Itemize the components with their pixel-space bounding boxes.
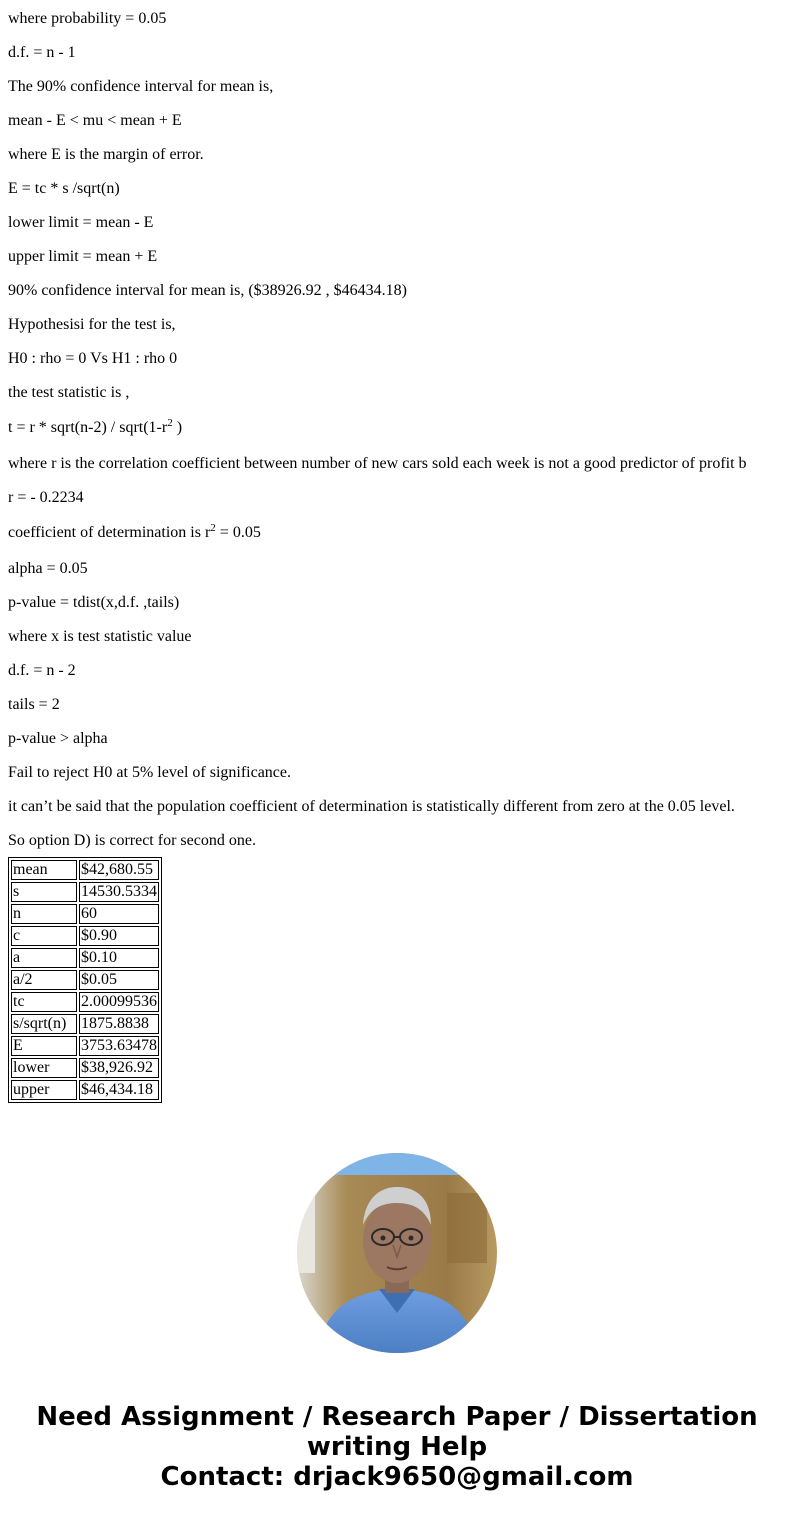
table-row bbox=[11, 970, 159, 990]
table-key: s bbox=[11, 882, 77, 902]
table-row bbox=[11, 882, 159, 902]
determination-text: coefficient of determination is r bbox=[8, 524, 211, 541]
text-line: the test statistic is , bbox=[8, 384, 130, 401]
text-line: tails = 2 bbox=[8, 696, 60, 713]
text-line: d.f. = n - 2 bbox=[8, 662, 76, 679]
text-line: upper limit = mean + E bbox=[8, 248, 158, 265]
text-line: alpha = 0.05 bbox=[8, 560, 88, 577]
text-line: E = tc * s /sqrt(n) bbox=[8, 180, 120, 197]
table-value: $0.10 bbox=[79, 948, 159, 968]
text-line: where x is test statistic value bbox=[8, 628, 192, 645]
table-row bbox=[11, 1036, 159, 1056]
formula-text-end: ) bbox=[172, 419, 183, 436]
table-value: $0.05 bbox=[79, 970, 159, 990]
table-value: $42,680.55 bbox=[79, 860, 159, 880]
test-statistic-formula bbox=[8, 408, 786, 445]
text-line: 90% confidence interval for mean is, ($38926.92 , $46434.18) bbox=[8, 282, 408, 299]
table-value: 2.00099536 bbox=[81, 993, 157, 1010]
text-line: where r is the correlation coefficient between number of new cars sold each week is not a good predictor of profit b bbox=[8, 455, 747, 472]
table-row bbox=[11, 904, 159, 924]
table-row bbox=[11, 860, 159, 880]
table-key: tc bbox=[11, 992, 77, 1012]
text-line: where E is the margin of error. bbox=[8, 146, 204, 163]
text-line: it can’t be said that the population coefficient of determination is statistically different from zero at the 0.05 level. bbox=[8, 798, 735, 815]
text-line: p-value = tdist(x,d.f. ,tails) bbox=[8, 594, 180, 611]
table-key: upper bbox=[11, 1080, 77, 1100]
determination-exponent: 2 bbox=[210, 522, 216, 534]
contact-email: Contact: drjack9650@gmail.com bbox=[160, 1462, 634, 1492]
text-line: H0 : rho = 0 Vs H1 : rho 0 bbox=[8, 350, 178, 367]
table-row bbox=[11, 948, 159, 968]
calculation-table bbox=[8, 857, 162, 1103]
text-line: mean - E < mu < mean + E bbox=[8, 112, 182, 129]
text-line: So option D) is correct for second one. bbox=[8, 832, 256, 849]
text-line: d.f. = n - 1 bbox=[8, 44, 76, 61]
footer-promo bbox=[0, 1402, 794, 1492]
table-value: $46,434.18 bbox=[79, 1080, 159, 1100]
person-photo-icon bbox=[297, 1153, 497, 1353]
determination-value: = 0.05 bbox=[215, 524, 261, 541]
table-row bbox=[11, 992, 159, 1012]
table-key: E bbox=[11, 1036, 77, 1056]
footer-line: writing Help bbox=[306, 1432, 488, 1462]
table-key: n bbox=[11, 904, 77, 924]
text-line: The 90% confidence interval for mean is, bbox=[8, 78, 274, 95]
footer-line: Need Assignment / Research Paper / Dissertation bbox=[36, 1402, 758, 1432]
formula-text: t = r * sqrt(n-2) / sqrt(1-r bbox=[8, 419, 168, 436]
text-line: r = - 0.2234 bbox=[8, 489, 84, 506]
formula-exponent: 2 bbox=[167, 417, 173, 429]
text-line: lower limit = mean - E bbox=[8, 214, 154, 231]
text-line: Fail to reject H0 at 5% level of significance. bbox=[8, 764, 292, 781]
table-value: 14530.5334 bbox=[81, 883, 157, 900]
text-line: p-value > alpha bbox=[8, 730, 108, 747]
table-key: a bbox=[11, 948, 77, 968]
text-line: Hypothesisi for the test is, bbox=[8, 316, 176, 333]
table-key: s/sqrt(n) bbox=[11, 1014, 77, 1034]
table-row bbox=[11, 926, 159, 946]
table-key: mean bbox=[11, 860, 77, 880]
table-value: $0.90 bbox=[79, 926, 159, 946]
table-value: 3753.63478 bbox=[81, 1037, 157, 1054]
text-line: where probability = 0.05 bbox=[8, 10, 167, 27]
table-key: a/2 bbox=[11, 970, 77, 990]
table-value: 60 bbox=[79, 904, 159, 924]
table-value: $38,926.92 bbox=[79, 1058, 159, 1078]
table-value: 1875.8838 bbox=[79, 1014, 159, 1034]
table-key: lower bbox=[11, 1058, 77, 1078]
table-key: c bbox=[11, 926, 77, 946]
table-row bbox=[11, 1080, 159, 1100]
avatar bbox=[297, 1153, 497, 1353]
determination-line bbox=[8, 513, 786, 550]
table-row bbox=[11, 1014, 159, 1034]
table-row bbox=[11, 1058, 159, 1078]
